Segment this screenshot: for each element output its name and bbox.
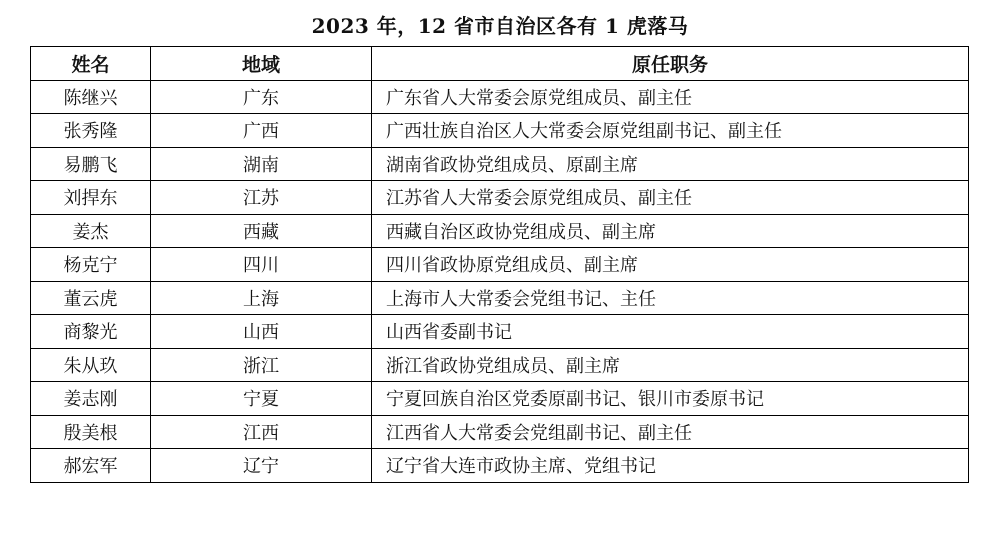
cell-position: 四川省政协原党组成员、副主席 — [372, 248, 969, 282]
cell-position: 西藏自治区政协党组成员、副主席 — [372, 214, 969, 248]
table-row — [31, 382, 969, 416]
officials-table — [30, 46, 969, 483]
cell-region: 浙江 — [151, 348, 372, 382]
cell-name: 姜志刚 — [31, 382, 151, 416]
cell-region: 江西 — [151, 415, 372, 449]
cell-name: 杨克宁 — [31, 248, 151, 282]
table-row — [31, 214, 969, 248]
cell-name: 张秀隆 — [31, 114, 151, 148]
cell-position: 广东省人大常委会原党组成员、副主任 — [372, 80, 969, 114]
cell-region: 上海 — [151, 281, 372, 315]
cell-name: 商黎光 — [31, 315, 151, 349]
table-row — [31, 147, 969, 181]
cell-name: 郝宏军 — [31, 449, 151, 483]
cell-position: 宁夏回族自治区党委原副书记、银川市委原书记 — [372, 382, 969, 416]
cell-position: 山西省委副书记 — [372, 315, 969, 349]
cell-position: 江西省人大常委会党组副书记、副主任 — [372, 415, 969, 449]
table-row — [31, 181, 969, 215]
cell-name: 殷美根 — [31, 415, 151, 449]
cell-region: 宁夏 — [151, 382, 372, 416]
cell-position: 辽宁省大连市政协主席、党组书记 — [372, 449, 969, 483]
cell-region: 西藏 — [151, 214, 372, 248]
header-region: 地域 — [151, 47, 372, 81]
cell-region: 广西 — [151, 114, 372, 148]
table-row — [31, 449, 969, 483]
cell-name: 刘捍东 — [31, 181, 151, 215]
table-row — [31, 348, 969, 382]
cell-region: 辽宁 — [151, 449, 372, 483]
table-row — [31, 248, 969, 282]
table-row — [31, 315, 969, 349]
cell-position: 广西壮族自治区人大常委会原党组副书记、副主任 — [372, 114, 969, 148]
document-title: 2023 年，12 省市自治区各有 1 虎落马 — [311, 14, 689, 38]
cell-name: 陈继兴 — [31, 80, 151, 114]
table-row — [31, 80, 969, 114]
table-row — [31, 281, 969, 315]
table-row — [31, 114, 969, 148]
cell-region: 江苏 — [151, 181, 372, 215]
header-name: 姓名 — [31, 47, 151, 81]
table-header-row — [31, 47, 969, 81]
cell-region: 湖南 — [151, 147, 372, 181]
cell-name: 董云虎 — [31, 281, 151, 315]
cell-name: 朱从玖 — [31, 348, 151, 382]
cell-region: 山西 — [151, 315, 372, 349]
cell-name: 易鹏飞 — [31, 147, 151, 181]
table-row — [31, 415, 969, 449]
header-position: 原任职务 — [372, 47, 969, 81]
cell-region: 广东 — [151, 80, 372, 114]
cell-name: 姜杰 — [31, 214, 151, 248]
cell-position: 浙江省政协党组成员、副主席 — [372, 348, 969, 382]
cell-region: 四川 — [151, 248, 372, 282]
cell-position: 江苏省人大常委会原党组成员、副主任 — [372, 181, 969, 215]
cell-position: 湖南省政协党组成员、原副主席 — [372, 147, 969, 181]
cell-position: 上海市人大常委会党组书记、主任 — [372, 281, 969, 315]
